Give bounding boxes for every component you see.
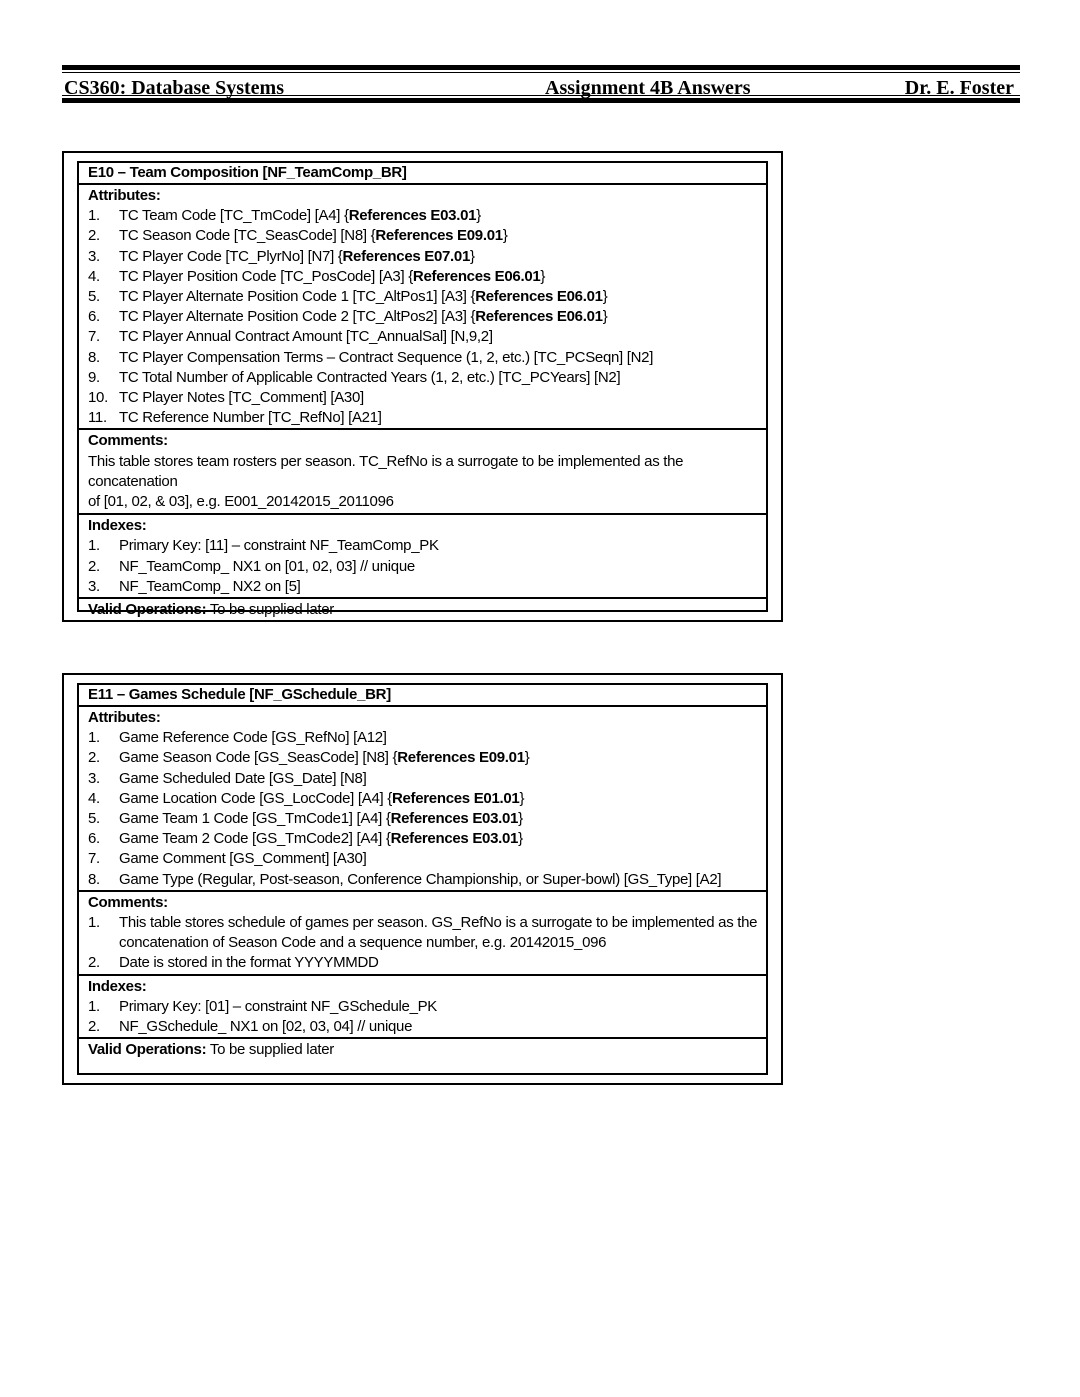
attribute-reference: References E09.01: [375, 227, 503, 245]
e10-indexes-section: [79, 513, 766, 597]
attribute-number: 5.: [88, 810, 100, 828]
e10-comment-line-1: This table stores team rosters per season. TC_RefNo is a surrogate to be implemented as the concatenation: [88, 452, 684, 490]
e10-attributes-section: [79, 183, 766, 428]
attribute-description: Game Location Code [GS_LocCode] [A4] {: [119, 789, 392, 807]
index-number: 3.: [88, 577, 100, 595]
attribute-reference: References E07.01: [342, 247, 471, 265]
attribute-reference: References E06.01: [475, 308, 603, 326]
e10-valid-operations-value: To be supplied later: [209, 601, 334, 619]
index-text: NF_GSchedule_ NX1 on [02, 03, 04] // unique: [119, 1018, 413, 1036]
attribute-row: [88, 748, 757, 768]
attribute-text: [119, 206, 481, 226]
attribute-row: [88, 408, 757, 428]
attribute-text: [119, 870, 721, 890]
attribute-number: 4.: [88, 267, 100, 285]
attribute-row: [88, 327, 757, 347]
attribute-reference-close: }: [518, 830, 523, 848]
e10-valid-operations-section: [79, 597, 766, 620]
attribute-reference: References E06.01: [412, 267, 541, 285]
course-title: CS360: Database Systems: [64, 77, 284, 99]
comment-row: [88, 953, 757, 973]
e11-valid-operations-section: [79, 1037, 766, 1060]
attribute-number: 10.: [88, 389, 108, 407]
comment-number: 2.: [88, 954, 100, 972]
e11-valid-operations-value: To be supplied later: [209, 1041, 334, 1059]
e10-valid-operations-label: Valid Operations:: [88, 601, 207, 619]
attribute-text: [119, 769, 366, 789]
attribute-text: [119, 748, 529, 768]
attribute-text: [119, 789, 524, 809]
attribute-text: [119, 809, 523, 829]
attribute-reference-close: }: [476, 207, 481, 225]
attribute-text: [119, 307, 607, 327]
attribute-number: 1.: [88, 729, 100, 747]
e11-comments-section: [79, 890, 766, 974]
e11-title-section: [79, 685, 766, 705]
index-text: NF_TeamComp_ NX1 on [01, 02, 03] // unique: [119, 557, 415, 575]
attribute-reference: References E03.01: [390, 810, 519, 828]
attribute-description: TC Player Alternate Position Code 2 [TC_AltPos2] [A3] {: [119, 308, 476, 326]
e11-title: E11 – Games Schedule [NF_GSchedule_BR]: [88, 686, 391, 703]
index-text: NF_TeamComp_ NX2 on [5]: [119, 577, 301, 595]
e10-attribute-list: [88, 206, 757, 428]
attribute-description: Game Team 2 Code [GS_TmCode2] [A4] {: [119, 830, 391, 848]
index-row: [88, 577, 757, 597]
attribute-row: [88, 287, 757, 307]
comment-text: [119, 913, 757, 953]
attribute-number: 9.: [88, 368, 100, 386]
e11-valid-operations-label: Valid Operations:: [88, 1041, 207, 1059]
comment-number: 1.: [88, 914, 100, 932]
comment-line-2: concatenation of Season Code and a sequence number, e.g. 20142015_096: [119, 934, 607, 952]
e11-index-list: [88, 997, 757, 1037]
attribute-number: 2.: [88, 749, 100, 767]
e10-comments-label: Comments:: [88, 432, 168, 450]
attribute-description: Game Scheduled Date [GS_Date] [N8]: [119, 769, 367, 787]
attribute-text: [119, 368, 620, 388]
attribute-text: [119, 849, 366, 869]
e10-valid-operations: [88, 600, 757, 620]
attribute-description: Game Team 1 Code [GS_TmCode1] [A4] {: [119, 810, 391, 828]
attribute-number: 1.: [88, 207, 100, 225]
attribute-reference-close: }: [518, 810, 523, 828]
entity-card-e10: [62, 151, 783, 622]
attribute-description: TC Reference Number [TC_RefNo] [A21]: [119, 409, 382, 427]
attribute-text: [119, 728, 387, 748]
attribute-reference-close: }: [540, 267, 546, 285]
attribute-number: 7.: [88, 328, 100, 346]
index-text: Primary Key: [01] – constraint NF_GSchedule_PK: [119, 997, 438, 1015]
attribute-description: Game Reference Code [GS_RefNo] [A12]: [119, 729, 387, 747]
attribute-row: [88, 829, 757, 849]
comment-line-1: This table stores schedule of games per season. GS_RefNo is a surrogate to be implemented as the: [119, 914, 758, 932]
e10-indexes-label: Indexes:: [88, 517, 147, 535]
attribute-description: TC Player Compensation Terms – Contract Sequence (1, 2, etc.) [TC_PCSeqn] [N2]: [119, 348, 654, 366]
attribute-row: [88, 368, 757, 388]
index-row: [88, 536, 757, 556]
attribute-text: [119, 327, 493, 347]
e10-title-section: [79, 163, 766, 183]
attribute-number: 3.: [88, 247, 100, 265]
index-row: [88, 557, 757, 577]
comment-text: [119, 953, 379, 973]
attribute-reference-close: }: [602, 288, 608, 306]
index-number: 1.: [88, 997, 100, 1015]
attribute-number: 8.: [88, 348, 100, 366]
attribute-description: TC Player Annual Contract Amount [TC_AnnualSal] [N,9,2]: [119, 328, 493, 346]
attribute-number: 6.: [88, 308, 100, 326]
attribute-number: 4.: [88, 789, 100, 807]
attribute-row: [88, 226, 757, 246]
assignment-title: Assignment 4B Answers: [545, 77, 751, 99]
e10-comments-section: [79, 428, 766, 513]
attribute-text: [119, 247, 475, 267]
attribute-number: 3.: [88, 769, 100, 787]
attribute-reference-close: }: [502, 227, 508, 245]
attribute-reference: References E03.01: [390, 830, 519, 848]
index-row: [88, 997, 757, 1017]
attribute-row: [88, 849, 757, 869]
attribute-description: Game Season Code [GS_SeasCode] [N8] {: [119, 749, 398, 767]
entity-table-e10: [77, 161, 768, 619]
attribute-row: [88, 870, 757, 890]
attribute-text: [119, 226, 508, 246]
attribute-text: [119, 348, 653, 368]
attribute-text: [119, 388, 364, 408]
e11-valid-operations: [88, 1040, 757, 1060]
e11-attributes-section: [79, 705, 766, 890]
attribute-number: 2.: [88, 227, 100, 245]
attribute-description: TC Team Code [TC_TmCode] [A4] {: [119, 207, 349, 225]
e11-indexes-section: [79, 974, 766, 1038]
index-number: 2.: [88, 557, 100, 575]
comment-row: [88, 913, 757, 953]
index-text: Primary Key: [11] – constraint NF_TeamComp_PK: [119, 537, 439, 555]
attribute-number: 8.: [88, 870, 100, 888]
e10-index-list: [88, 536, 757, 597]
attribute-reference-close: }: [524, 749, 530, 767]
attribute-text: [119, 267, 545, 287]
e11-indexes-label: Indexes:: [88, 977, 147, 995]
attribute-row: [88, 267, 757, 287]
e10-comment-line-2: of [01, 02, & 03], e.g. E001_20142015_2011096: [88, 493, 394, 511]
attribute-row: [88, 769, 757, 789]
entity-card-e11: [62, 673, 783, 1085]
entity-table-e11: [77, 683, 768, 1075]
comment-line-1: Date is stored in the format YYYYMMDD: [119, 954, 379, 972]
attribute-number: 7.: [88, 850, 100, 868]
attribute-description: Game Comment [GS_Comment] [A30]: [119, 850, 367, 868]
e11-attributes-label: Attributes:: [88, 709, 161, 726]
attribute-row: [88, 809, 757, 829]
attribute-reference-close: }: [602, 308, 608, 326]
attribute-reference: References E03.01: [348, 207, 477, 225]
attribute-description: TC Total Number of Applicable Contracted Years (1, 2, etc.) [TC_PCYears] [N2]: [119, 368, 621, 386]
e10-title: E10 – Team Composition [NF_TeamComp_BR]: [88, 164, 407, 181]
attribute-number: 11.: [88, 409, 107, 427]
index-number: 2.: [88, 1018, 100, 1036]
attribute-description: Game Type (Regular, Post-season, Conference Championship, or Super-bowl) [GS_Type] [A2]: [119, 870, 722, 888]
attribute-row: [88, 206, 757, 226]
attribute-text: [119, 287, 607, 307]
attribute-reference: References E01.01: [391, 789, 520, 807]
attribute-text: [119, 829, 523, 849]
attribute-reference-close: }: [470, 247, 475, 265]
attribute-description: TC Player Code [TC_PlyrNo] [N7] {: [119, 247, 343, 265]
attribute-row: [88, 247, 757, 267]
attribute-text: [119, 408, 382, 428]
attribute-description: TC Player Position Code [TC_PosCode] [A3] {: [119, 267, 413, 285]
attribute-description: TC Player Notes [TC_Comment] [A30]: [119, 389, 364, 407]
attribute-row: [88, 728, 757, 748]
index-number: 1.: [88, 537, 100, 555]
attribute-number: 5.: [88, 288, 100, 306]
attribute-description: TC Player Alternate Position Code 1 [TC_AltPos1] [A3] {: [119, 288, 476, 306]
page-header: [62, 65, 1020, 103]
attribute-row: [88, 307, 757, 327]
e11-attribute-list: [88, 728, 757, 890]
attribute-number: 6.: [88, 830, 100, 848]
e11-comment-list: [88, 913, 757, 974]
attribute-row: [88, 388, 757, 408]
e10-attributes-label: Attributes:: [88, 187, 161, 204]
attribute-reference: References E09.01: [397, 749, 525, 767]
attribute-description: TC Season Code [TC_SeasCode] [N8] {: [119, 227, 376, 245]
instructor-name: Dr. E. Foster: [904, 77, 1014, 99]
attribute-reference: References E06.01: [475, 288, 603, 306]
attribute-row: [88, 789, 757, 809]
attribute-row: [88, 348, 757, 368]
attribute-reference-close: }: [519, 789, 525, 807]
e11-comments-label: Comments:: [88, 893, 168, 911]
index-row: [88, 1017, 757, 1037]
